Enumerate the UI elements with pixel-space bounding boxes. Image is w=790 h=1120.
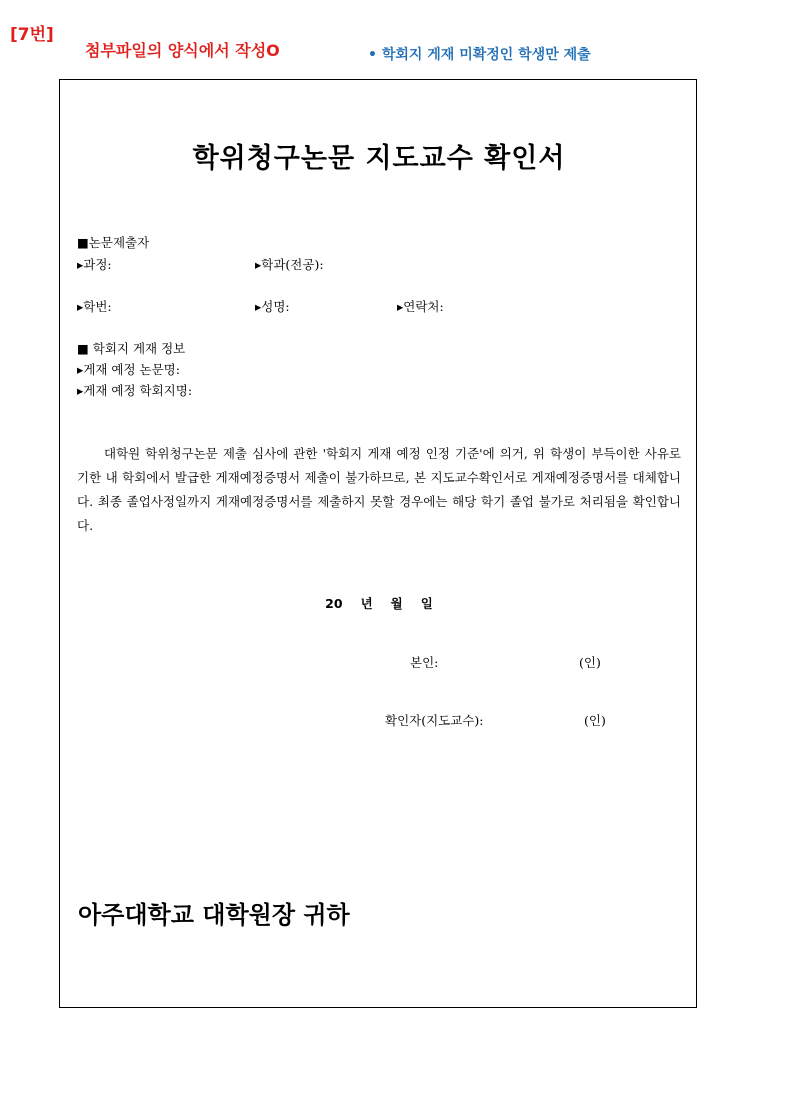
date-month: 월 <box>390 596 403 611</box>
signer-seal: (인) <box>579 655 601 670</box>
date-year: 년 <box>360 596 373 611</box>
advisor-seal: (인) <box>584 713 606 728</box>
student-id-field-label: ▸학번: <box>77 299 112 314</box>
paper-title-field-label: ▸게재 예정 논문명: <box>77 362 180 377</box>
date-day: 일 <box>420 596 433 611</box>
date-year-prefix: 20 <box>325 596 343 611</box>
submitter-section-heading: ■논문제출자 <box>77 235 150 250</box>
document-title: 학위청구논문 지도교수 확인서 <box>192 143 566 174</box>
form-number-tag: [7번] <box>10 25 54 45</box>
department-field-label: ▸학과(전공): <box>255 257 324 272</box>
form-frame <box>59 79 697 1008</box>
addressee: 아주대학교 대학원장 귀하 <box>78 901 350 929</box>
advisor-label: 확인자(지도교수): <box>385 713 484 728</box>
contact-field-label: ▸연락처: <box>397 299 444 314</box>
journal-name-field-label: ▸게재 예정 학회지명: <box>77 383 193 398</box>
date-line <box>60 594 698 612</box>
name-field-label: ▸성명: <box>255 299 290 314</box>
confirmation-statement: 대학원 학위청구논문 제출 심사에 관한 '학회지 게재 예정 인정 기준'에 의거, 위 학생이 부득이한 사유로 기한 내 학회에서 발급한 게재예정증명서 제출이 불가하므로, 본 지도교수확인서로 게재예정증명서를 대체합니다. 최종 졸업사정일까지 게재예정증명서를 제출하지 못할 경우에는 해당 학기 졸업 불가로 처리됨을 확인합니다. <box>77 446 681 533</box>
journal-section-heading: ■ 학회지 게재 정보 <box>77 341 186 356</box>
course-field-label: ▸과정: <box>77 257 112 272</box>
submission-condition-note: • 학회지 게재 미확정인 학생만 제출 <box>368 47 591 63</box>
instruction-note: 첨부파일의 양식에서 작성O <box>85 41 280 60</box>
signer-label: 본인: <box>410 655 439 670</box>
